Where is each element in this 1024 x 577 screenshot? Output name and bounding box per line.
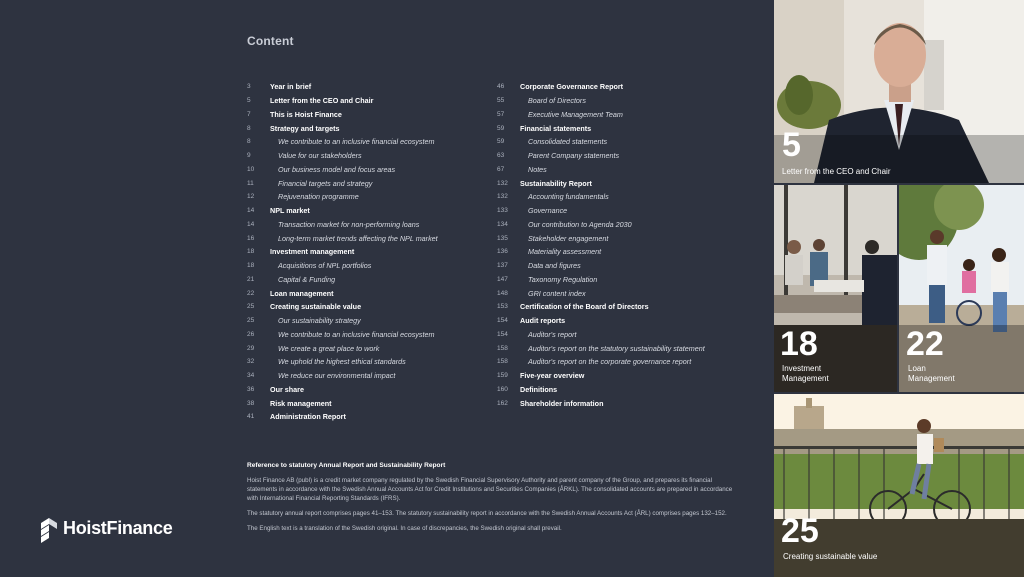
toc-entry[interactable] <box>497 369 767 383</box>
toc-entry[interactable] <box>247 218 497 232</box>
toc-entry[interactable] <box>497 314 767 328</box>
toc-entry[interactable] <box>247 135 497 149</box>
toc-page-number: 32 <box>247 358 255 366</box>
page-title: Content <box>247 34 294 48</box>
toc-page-number: 11 <box>247 179 254 187</box>
toc-entry[interactable] <box>247 355 497 369</box>
toc-label: Administration Report <box>270 412 346 422</box>
toc-label: Parent Company statements <box>528 151 620 161</box>
toc-label: Consolidated statements <box>528 137 608 147</box>
toc-page-number: 46 <box>497 83 505 91</box>
toc-entry[interactable] <box>247 383 497 397</box>
toc-page-number: 14 <box>247 220 255 228</box>
toc-page-number: 160 <box>497 385 508 393</box>
toc-label: Letter from the CEO and Chair <box>270 96 374 106</box>
logo-text: HoistFinance <box>63 517 173 538</box>
toc-page-number: 36 <box>247 385 255 393</box>
toc-label: We contribute to an inclusive financial ecosystem <box>278 137 435 147</box>
toc-entry[interactable] <box>497 383 767 397</box>
toc-entry[interactable] <box>247 273 497 287</box>
toc-label: Data and figures <box>528 261 581 271</box>
tile-caption-line: Management <box>908 374 955 383</box>
toc-label: Definitions <box>520 384 558 394</box>
toc-page-number: 162 <box>497 399 508 407</box>
toc-label: Corporate Governance Report <box>520 82 624 92</box>
toc-entry[interactable] <box>497 108 767 122</box>
toc-page-number: 63 <box>497 152 505 160</box>
toc-entry[interactable] <box>497 355 767 369</box>
toc-page-number: 10 <box>247 165 255 173</box>
toc-entry[interactable] <box>497 245 767 259</box>
toc-entry[interactable] <box>247 176 497 190</box>
toc-page-number: 158 <box>497 344 508 352</box>
toc-entry[interactable] <box>497 204 767 218</box>
toc-page-number: 153 <box>497 303 508 311</box>
toc-page-number: 25 <box>247 317 255 325</box>
tile-caption <box>782 364 829 384</box>
toc-label: Acquisitions of NPL portfolios <box>278 261 372 271</box>
toc-entry[interactable] <box>497 190 767 204</box>
toc-page-number: 133 <box>497 207 508 215</box>
reference-paragraph: The statutory annual report comprises pages 41–153. The statutory sustainability report in accordance with the Swedish Annual Accounts Act (ÅRL) comprises pages 132–152. <box>247 510 727 517</box>
toc-entry[interactable] <box>497 135 767 149</box>
toc-label: Shareholder information <box>520 398 604 408</box>
tile-caption-line: Investment <box>782 364 822 373</box>
toc-page-number: 9 <box>247 152 251 160</box>
tile-page-number: 5 <box>782 126 801 164</box>
toc-page-number: 38 <box>247 399 255 407</box>
toc-entry[interactable] <box>247 121 497 135</box>
toc-label: Financial targets and strategy <box>278 178 373 188</box>
toc-entry[interactable] <box>247 231 497 245</box>
tile-ceo-letter[interactable] <box>774 0 1024 183</box>
toc-label: Loan management <box>270 288 334 298</box>
tile-caption <box>908 364 955 384</box>
toc-entry[interactable] <box>497 286 767 300</box>
toc-label: Transaction market for non-performing loans <box>278 219 420 229</box>
toc-label: Year in brief <box>270 82 312 92</box>
toc-label: This is Hoist Finance <box>270 109 342 119</box>
toc-page-number: 29 <box>247 344 255 352</box>
toc-entry[interactable] <box>497 341 767 355</box>
toc-label: Audit reports <box>520 316 566 326</box>
toc-page-number: 67 <box>497 165 505 173</box>
toc-label: Executive Management Team <box>528 109 623 119</box>
toc-entry[interactable] <box>247 341 497 355</box>
tile-caption-line: Loan <box>908 364 926 373</box>
toc-page-number: 134 <box>497 220 508 228</box>
toc-label: Capital & Funding <box>278 274 336 284</box>
toc-entry[interactable] <box>497 396 767 410</box>
toc-entry[interactable] <box>247 245 497 259</box>
toc-entry[interactable] <box>247 163 497 177</box>
toc-page-number: 22 <box>247 289 255 297</box>
toc-entry[interactable] <box>247 259 497 273</box>
toc-entry[interactable] <box>497 121 767 135</box>
tile-caption-line: Management <box>782 374 829 383</box>
toc-page-number: 159 <box>497 372 508 380</box>
toc-label: Materiality assessment <box>528 247 602 257</box>
toc-label: Strategy and targets <box>270 123 340 133</box>
toc-entry[interactable] <box>247 410 497 424</box>
toc-page-number: 148 <box>497 289 508 297</box>
reference-paragraph: The English text is a translation of the Swedish original. In case of discrepancies, the Swedish original shall prevail. <box>247 525 562 532</box>
toc-page-number: 57 <box>497 110 505 118</box>
toc-label: Our business model and focus areas <box>278 164 396 174</box>
toc-label: Our contribution to Agenda 2030 <box>528 219 632 229</box>
toc-label: Auditor's report <box>528 329 577 339</box>
toc-label: Accounting fundamentals <box>528 192 609 202</box>
toc-entry[interactable] <box>497 149 767 163</box>
toc-label: Our share <box>270 384 304 394</box>
toc-page-number: 135 <box>497 234 508 242</box>
toc-label: Financial statements <box>520 123 592 133</box>
toc-page-number: 55 <box>497 97 505 105</box>
toc-entry[interactable] <box>497 328 767 342</box>
toc-label: Value for our stakeholders <box>278 151 362 161</box>
toc-label: Auditor's report on the corporate governance report <box>528 357 692 367</box>
toc-label: We reduce our environmental impact <box>278 371 396 381</box>
toc-page-number: 21 <box>247 275 255 283</box>
toc-page-number: 59 <box>497 124 505 132</box>
toc-page-number: 8 <box>247 138 251 146</box>
tile-page-number: 25 <box>781 512 819 550</box>
toc-page-number: 137 <box>497 262 508 270</box>
reference-paragraph: Hoist Finance AB (publ) is a credit market company regulated by the Swedish Financial Supervisory Authority and parent company of the Group, and prepares its financial statements in accordance with the Swedish Annual Accounts Act for Credit Institutions and Securities Companies (ÅRKL). The consolidated accounts are prepared in accordance with International Financial Reporting Standards (IFRS). <box>247 477 733 502</box>
toc-entry[interactable] <box>247 300 497 314</box>
toc-label: Five-year overview <box>520 371 585 381</box>
toc-label: GRI content index <box>528 288 586 298</box>
toc-page-number: 25 <box>247 303 255 311</box>
tile-caption: Creating sustainable value <box>783 552 878 561</box>
toc-label: Governance <box>528 206 568 216</box>
toc-label: Certification of the Board of Directors <box>520 302 649 312</box>
toc-entry[interactable] <box>497 259 767 273</box>
toc-label: Investment management <box>270 247 355 257</box>
company-logo <box>38 513 172 543</box>
toc-label: Auditor's report on the statutory sustainability statement <box>528 343 705 353</box>
toc-label: NPL market <box>270 206 310 216</box>
toc-page-number: 41 <box>247 413 255 421</box>
toc-entry[interactable] <box>247 286 497 300</box>
toc-page-number: 154 <box>497 330 508 338</box>
toc-page-number: 3 <box>247 83 251 91</box>
toc-label: Long-term market trends affecting the NPL market <box>278 233 438 243</box>
toc-label: Creating sustainable value <box>270 302 362 312</box>
toc-label: We contribute to an inclusive financial ecosystem <box>278 329 435 339</box>
toc-entry[interactable] <box>247 328 497 342</box>
toc-page-number: 7 <box>247 110 251 118</box>
toc-label: We uphold the highest ethical standards <box>278 357 406 367</box>
toc-page-number: 18 <box>247 262 255 270</box>
toc-entry[interactable] <box>247 80 497 94</box>
toc-page-number: 26 <box>247 330 255 338</box>
toc-entry[interactable] <box>497 163 767 177</box>
toc-entry[interactable] <box>497 218 767 232</box>
toc-entry[interactable] <box>497 300 767 314</box>
toc-page-number: 154 <box>497 317 508 325</box>
toc-page-number: 132 <box>497 193 508 201</box>
tile-caption: Letter from the CEO and Chair <box>782 167 891 176</box>
toc-label: Risk management <box>270 398 332 408</box>
toc-page-number: 132 <box>497 179 508 187</box>
toc-label: Board of Directors <box>528 96 586 106</box>
tile-loan-management[interactable] <box>899 185 1024 392</box>
toc-entry[interactable] <box>247 396 497 410</box>
toc-page-number: 158 <box>497 358 508 366</box>
toc-page-number: 14 <box>247 207 255 215</box>
toc-entry[interactable] <box>497 231 767 245</box>
toc-page-number: 136 <box>497 248 508 256</box>
toc-page-number: 5 <box>247 97 251 105</box>
toc-label: Stakeholder engagement <box>528 233 609 243</box>
toc-page-number: 16 <box>247 234 255 242</box>
toc-entry[interactable] <box>247 369 497 383</box>
toc-label: Notes <box>528 164 547 174</box>
toc-page-number: 12 <box>247 193 255 201</box>
toc-entry[interactable] <box>497 94 767 108</box>
toc-entry[interactable] <box>247 190 497 204</box>
reference-block <box>247 462 737 539</box>
reference-title: Reference to statutory Annual Report and Sustainability Report <box>247 462 446 469</box>
toc-page-number: 59 <box>497 138 505 146</box>
toc-entry[interactable] <box>247 149 497 163</box>
toc-page-number: 8 <box>247 124 251 132</box>
toc-label: Sustainability Report <box>520 178 592 188</box>
toc-entry[interactable] <box>247 204 497 218</box>
toc-label: Our sustainability strategy <box>278 316 361 326</box>
toc-page-number: 18 <box>247 248 255 256</box>
toc-entry[interactable] <box>247 314 497 328</box>
toc-label: We create a great place to work <box>278 343 380 353</box>
toc-column-right <box>497 80 767 410</box>
toc-entry[interactable] <box>497 273 767 287</box>
toc-label: Rejuvenation programme <box>278 192 359 202</box>
toc-column-left <box>247 80 497 424</box>
ceo-photo <box>774 0 1024 183</box>
tile-page-number: 22 <box>906 325 944 363</box>
hoist-logo-icon <box>38 513 60 543</box>
toc-page-number: 147 <box>497 275 508 283</box>
toc-entry[interactable] <box>497 80 767 94</box>
toc-label: Taxonomy Regulation <box>528 274 598 284</box>
toc-entry[interactable] <box>247 94 497 108</box>
toc-entry[interactable] <box>247 108 497 122</box>
tile-creating-sustainable-value[interactable] <box>774 394 1024 577</box>
toc-entry[interactable] <box>497 176 767 190</box>
tile-investment-management[interactable] <box>774 185 897 392</box>
tile-page-number: 18 <box>780 325 818 363</box>
toc-page-number: 34 <box>247 372 255 380</box>
